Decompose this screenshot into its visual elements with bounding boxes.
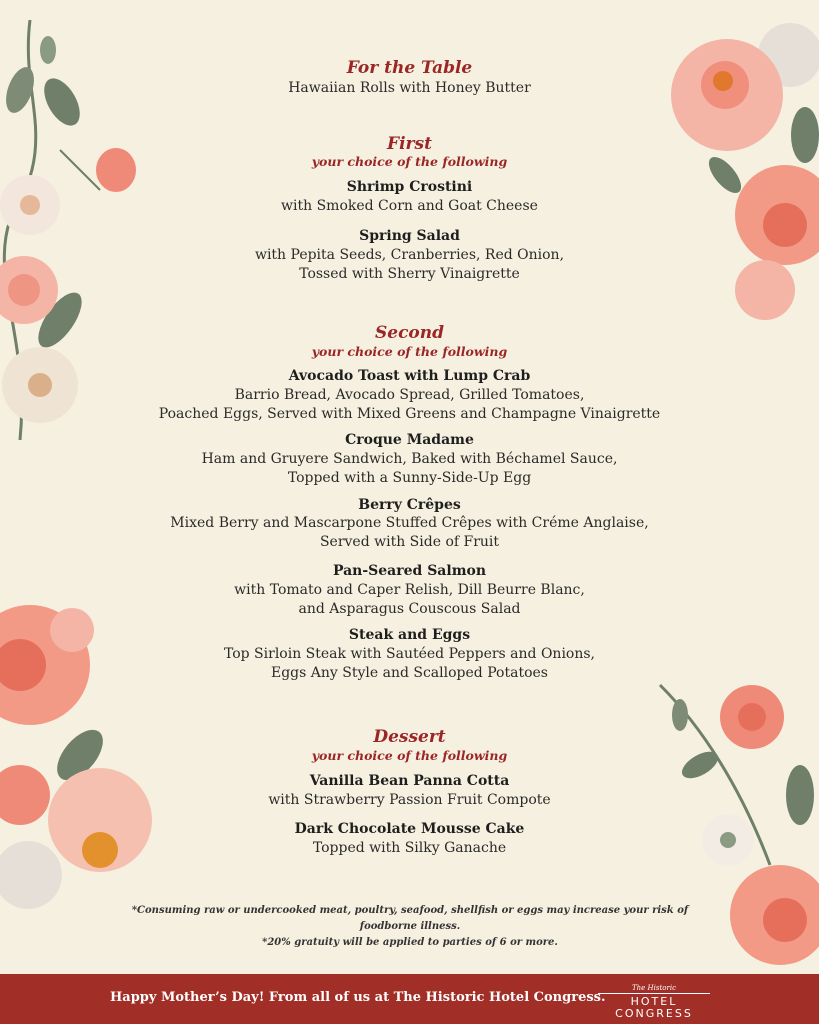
item-name: Avocado Toast with Lump Crab: [288, 368, 531, 384]
section-title-dessert: Dessert: [373, 727, 446, 747]
footer-message: Happy Mother’s Day! From all of us at The Historic Hotel Congress.: [110, 990, 606, 1005]
item-name: Spring Salad: [359, 228, 460, 244]
item-desc: with Tomato and Caper Relish, Dill Beurre Blanc,: [234, 582, 585, 598]
item-name: Croque Madame: [345, 432, 474, 448]
section-title-first: First: [387, 134, 432, 154]
item-desc: Served with Side of Fruit: [319, 534, 500, 550]
section-title-second: Second: [374, 323, 445, 343]
item-desc: with Strawberry Passion Fruit Compote: [268, 792, 551, 808]
logo-small-text: The Historic: [631, 984, 676, 992]
footer-banner: [0, 974, 819, 1024]
item-name: Vanilla Bean Panna Cotta: [309, 773, 510, 789]
logo-main-text: HOTEL CONGRESS: [598, 993, 710, 1020]
item-desc: Eggs Any Style and Scalloped Potatoes: [271, 665, 548, 681]
item-desc: Barrio Bread, Avocado Spread, Grilled Tomatoes,: [234, 387, 585, 403]
disclaimer-line: *Consuming raw or undercooked meat, poultry, seafood, shellfish or eggs may increase your risk of: [131, 905, 689, 916]
item-name: Berry Crêpes: [358, 497, 461, 513]
item-desc: Topped with Silky Ganache: [312, 840, 507, 856]
disclaimer-line: *20% gratuity will be applied to parties of 6 or more.: [262, 937, 558, 948]
item-desc: and Asparagus Couscous Salad: [298, 601, 521, 617]
item-desc: with Smoked Corn and Goat Cheese: [281, 198, 538, 214]
item-desc: Poached Eggs, Served with Mixed Greens and Champagne Vinaigrette: [158, 406, 661, 422]
section-subtitle-dessert: your choice of the following: [311, 748, 508, 763]
item-desc: Topped with a Sunny-Side-Up Egg: [287, 470, 532, 486]
section-subtitle-first: your choice of the following: [311, 154, 508, 169]
item-desc: Mixed Berry and Mascarpone Stuffed Crêpes with Créme Anglaise,: [170, 515, 649, 531]
section-subtitle-second: your choice of the following: [311, 344, 508, 359]
item-desc: Hawaiian Rolls with Honey Butter: [288, 80, 531, 96]
item-name: Shrimp Crostini: [346, 179, 473, 195]
item-desc: Top Sirloin Steak with Sautéed Peppers and Onions,: [223, 646, 596, 662]
item-desc: with Pepita Seeds, Cranberries, Red Onion,: [254, 247, 565, 263]
section-title-table: For the Table: [346, 58, 473, 78]
disclaimer-line: foodborne illness.: [359, 921, 461, 932]
item-name: Dark Chocolate Mousse Cake: [294, 821, 525, 837]
disclaimer: [130, 903, 690, 951]
item-desc: Tossed with Sherry Vinaigrette: [299, 266, 520, 282]
item-name: Pan-Seared Salmon: [332, 563, 487, 579]
hotel-congress-logo: [598, 984, 710, 1020]
item-name: Steak and Eggs: [348, 627, 471, 643]
item-desc: Ham and Gruyere Sandwich, Baked with Béchamel Sauce,: [201, 451, 618, 467]
